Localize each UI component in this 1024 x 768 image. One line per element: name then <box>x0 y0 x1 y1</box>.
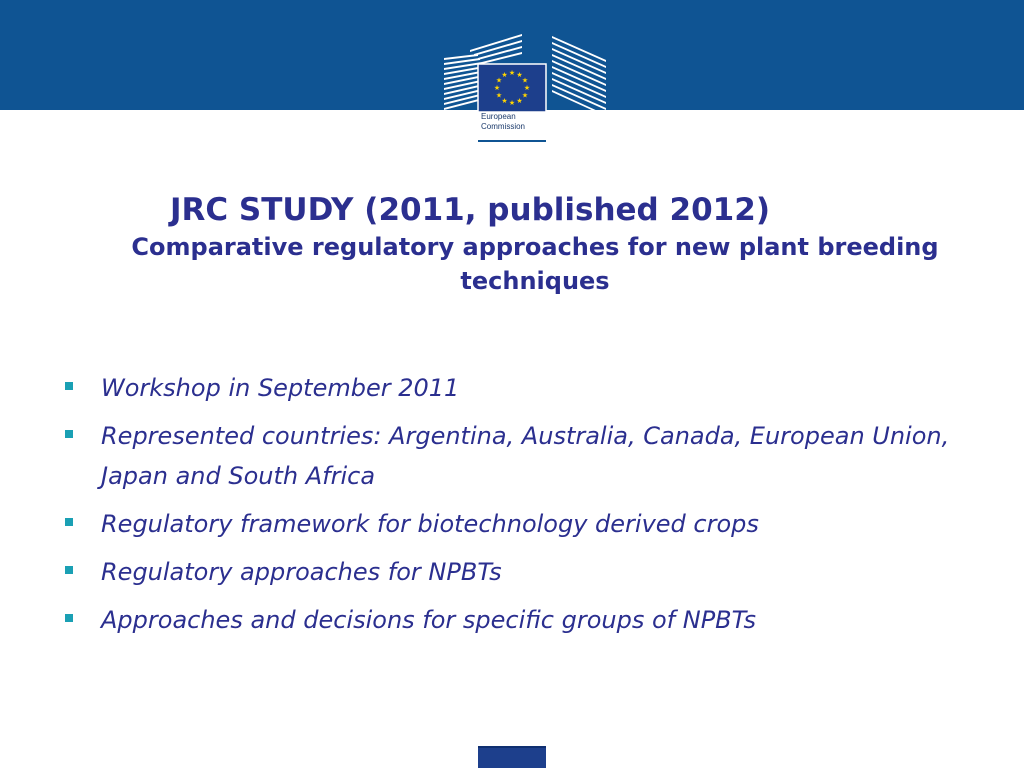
bullet-text: Workshop in September 2011 <box>101 374 460 402</box>
slide-title <box>60 190 980 298</box>
bullet-text: Represented countries: Argentina, Australia, Canada, European Union, Japan and South Africa <box>101 422 950 490</box>
title-subtitle: Comparative regulatory approaches for new plant breeding techniques <box>131 233 939 295</box>
svg-text:★: ★ <box>521 91 529 100</box>
svg-text:★: ★ <box>521 76 529 85</box>
svg-text:★: ★ <box>501 97 508 105</box>
svg-text:★: ★ <box>501 71 508 79</box>
svg-text:★: ★ <box>508 99 516 107</box>
svg-text:★: ★ <box>495 76 503 85</box>
bullet-item <box>64 552 964 592</box>
bullet-text: Approaches and decisions for specific groups of NPBTs <box>101 606 756 634</box>
svg-text:★: ★ <box>495 91 503 100</box>
logo-text <box>481 112 551 132</box>
logo-text-line1: European <box>481 112 516 121</box>
bullet-item <box>64 416 964 496</box>
logo-text-line2: Commission <box>481 122 526 131</box>
footer-flag-tab <box>478 746 546 768</box>
square-bullet-icon <box>65 566 73 574</box>
bullet-text: Regulatory approaches for NPBTs <box>101 558 502 586</box>
svg-text:★: ★ <box>493 84 501 92</box>
square-bullet-icon <box>65 430 73 438</box>
svg-text:★: ★ <box>523 84 531 92</box>
square-bullet-icon <box>65 614 73 622</box>
bullet-item <box>64 504 964 544</box>
svg-text:★: ★ <box>508 69 516 77</box>
bullet-list <box>64 368 964 648</box>
square-bullet-icon <box>65 518 73 526</box>
svg-text:★: ★ <box>516 71 523 79</box>
logo-underline <box>478 140 546 142</box>
svg-text:★: ★ <box>516 97 523 105</box>
bullet-item <box>64 600 964 640</box>
bullet-item <box>64 368 964 408</box>
title-main: JRC STUDY (2011, published 2012) <box>169 192 770 228</box>
bullet-text: Regulatory framework for biotechnology derived crops <box>101 510 759 538</box>
square-bullet-icon <box>65 382 73 390</box>
